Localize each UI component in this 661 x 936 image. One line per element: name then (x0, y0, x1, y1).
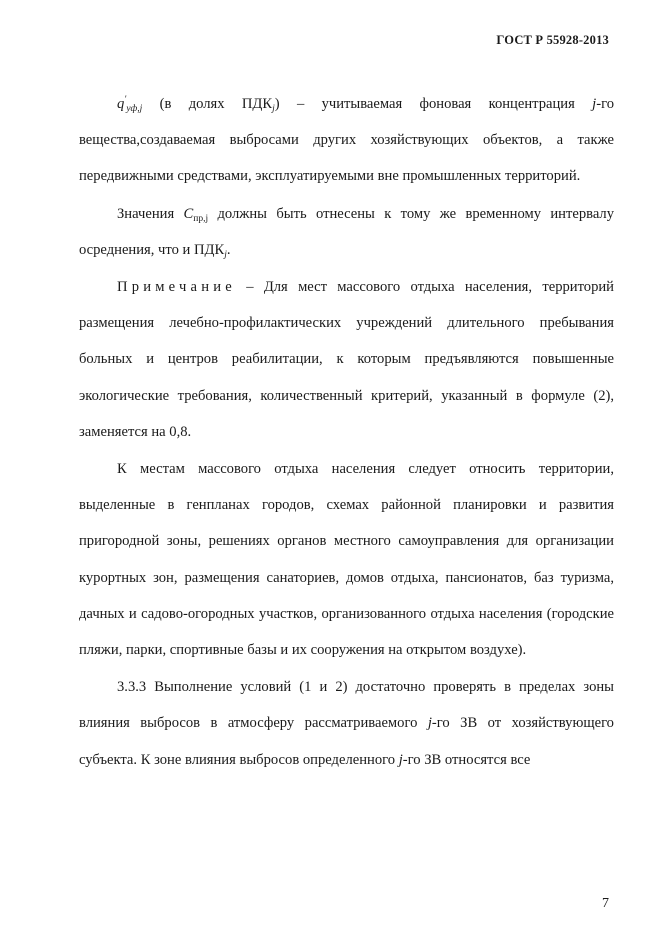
symbol-q: $q'_{уф,j}$ (117, 95, 143, 114)
paragraph-recreation-areas: К местам массового отдыха населения следует относить территории, выделенные в генпланах городов, схемах районной планировки и развития пригородной зоны, решениях органов местного самоуправления для организации курортных зон, размещения санаториев, домов отдыха, пансионатов, баз туризма, дачных и садово-огородных участков, организованного отдыха населения (городские пляжи, парки, спортивные базы и их сооружения на открытом воздухе). (79, 461, 614, 659)
paragraph-background-concentration: $q'_{уф,j}$ (в долях $ПДК_j$) – учитываемая фоновая концентрация j-го вещества,создаваемая выбросами других хозяйствующих объектов, а также передвижными средствами, эксплуатируемыми вне промышленных территорий. (79, 95, 614, 185)
document-code-header: ГОСТ Р 55928-2013 (496, 33, 609, 47)
paragraph-section-3-3-3: 3.3.3 Выполнение условий (1 и 2) достаточно проверять в пределах зоны влияния выбросов в атмосферу рассматриваемого j-го ЗВ от хозяйствующего субъекта. К зоне влияния выбросов определенного j-го ЗВ относятся все (79, 679, 614, 768)
symbol-c: C (183, 205, 194, 222)
document-body (79, 86, 614, 778)
paragraph-note: Примечание – Для мест массового отдыха населения, территорий размещения лечебно-профилактических учреждений длительного пребывания больных и центров реабилитации, к которым предъявляются повышенные экологические требования, количественный критерий, указанный в формуле (2), заменяется на 0,8. (79, 279, 614, 440)
note-label: Примечание (117, 279, 236, 296)
paragraph-c-values: Значения $C_{пр,j}$ должны быть отнесены к тому же временному интервалу осреднения, что и $ПДК_j$. (79, 205, 615, 260)
page-number: 7 (602, 896, 609, 911)
